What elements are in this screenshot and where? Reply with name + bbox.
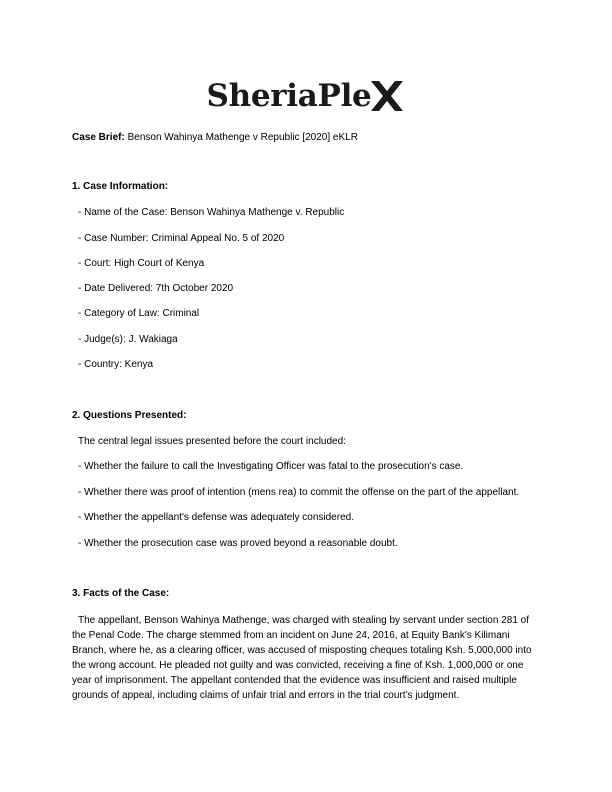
list-item: - Case Number: Criminal Appeal No. 5 of 2020: [78, 233, 285, 244]
section-heading-facts: 3. Facts of the Case:: [72, 588, 170, 599]
section-heading-questions-presented: 2. Questions Presented:: [72, 410, 187, 421]
case-brief-label: Case Brief:: [72, 132, 125, 143]
logo-text: SheriaPle: [206, 78, 372, 114]
list-item: - Category of Law: Criminal: [78, 308, 200, 319]
list-item: - Whether there was proof of intention (mens rea) to commit the offense on the part of the appellant.: [78, 487, 520, 498]
list-item: - Name of the Case: Benson Wahinya Mathenge v. Republic: [78, 207, 345, 218]
list-item: - Whether the prosecution case was proved beyond a reasonable doubt.: [78, 538, 398, 549]
list-item: - Country: Kenya: [78, 359, 154, 370]
sheriaplex-logo: [0, 78, 612, 114]
questions-intro: The central legal issues presented before the court included:: [78, 436, 346, 447]
list-item: - Date Delivered: 7th October 2020: [78, 283, 234, 294]
list-item: - Judge(s): J. Wakiaga: [78, 334, 178, 345]
section-heading-case-information: 1. Case Information:: [72, 181, 169, 192]
facts-paragraph: The appellant, Benson Wahinya Mathenge, was charged with stealing by servant under section 281 of the Penal Code. The charge stemmed from an incident on June 24, 2016, at Equity Bank's Kilimani Branch, where he, as a clearing officer, was accused of misposting cheques totaling Ksh. 5,000,000 into the wrong account. He pleaded not guilty and was convicted, receiving a fine of Ksh. 1,000,000 or one year of imprisonment. The appellant contended that the evidence was insufficient and raised multiple grounds of appeal, including claims of unfair trial and errors in the trial court’s judgment.: [72, 615, 532, 701]
list-item: - Court: High Court of Kenya: [78, 258, 205, 269]
case-brief-title: Benson Wahinya Mathenge v Republic [2020] eKLR: [127, 132, 358, 143]
list-item: - Whether the failure to call the Investigating Officer was fatal to the prosecution's case.: [78, 461, 464, 472]
case-brief-line: [72, 132, 542, 144]
list-item: - Whether the appellant's defense was adequately considered.: [78, 512, 354, 523]
x-mark-logo-icon: [369, 79, 405, 113]
